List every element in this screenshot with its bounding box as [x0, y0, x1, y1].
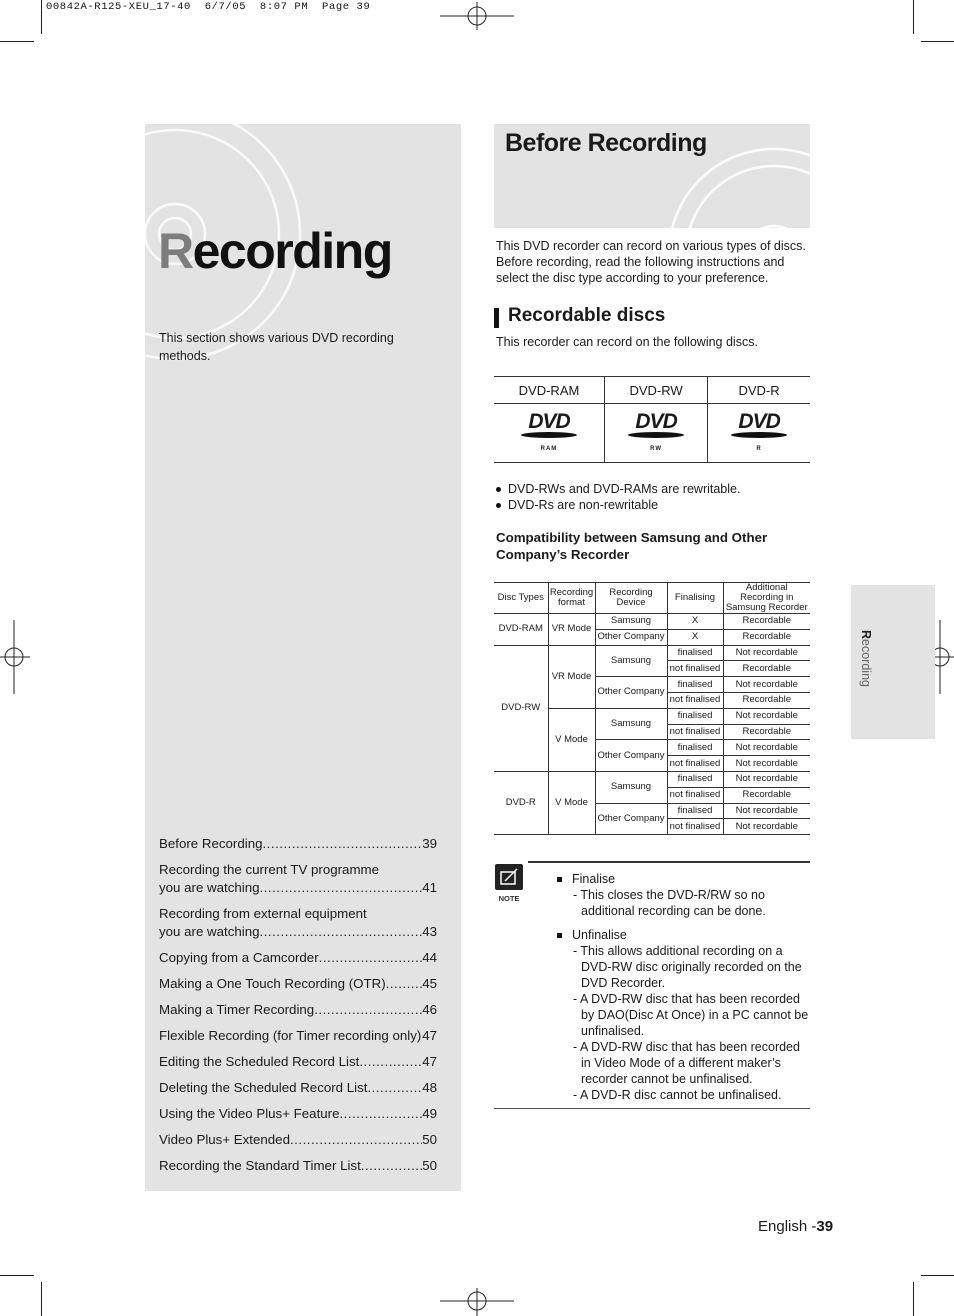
table-cell: finalised: [667, 771, 723, 787]
crop-mark: [913, 0, 914, 34]
toc-item-title: Copying from a Camcorder: [159, 950, 319, 965]
table-cell: Samsung: [595, 645, 667, 677]
table-cell: not finalised: [667, 724, 723, 740]
disc-bullets: [496, 481, 740, 513]
toc-item-title: Recording from external equipment: [159, 906, 367, 921]
table-cell: finalised: [667, 645, 723, 661]
table-cell: Recordable: [723, 724, 810, 740]
table-cell: DVD-R: [494, 771, 548, 834]
table-cell: finalised: [667, 677, 723, 693]
toc-item: [159, 949, 437, 967]
note-item-title: Unfinalise: [557, 927, 810, 943]
page-number: English -39: [758, 1218, 834, 1235]
table-cell: not finalised: [667, 692, 723, 708]
registration-mark-bottom: [440, 1288, 514, 1316]
table-cell: not finalised: [667, 756, 723, 772]
table-cell: finalised: [667, 708, 723, 724]
toc-item-title: Using the Video Plus+ Feature: [159, 1106, 340, 1121]
table-cell: not finalised: [667, 819, 723, 835]
table-cell: DVD-RAM: [494, 614, 548, 646]
side-tab-label: Recording: [859, 630, 873, 687]
table-cell: Not recordable: [723, 708, 810, 724]
toc-leader: [361, 1157, 422, 1175]
list-item: DVD-RWs and DVD-RAMs are rewritable.: [496, 481, 740, 497]
chapter-intro: This section shows various DVD recording methods.: [159, 331, 394, 363]
disc-logo-cell: [494, 404, 604, 463]
toc-item: [159, 861, 437, 897]
dvd-rw-logo-icon: DVD RW: [628, 412, 684, 454]
toc-page-number: 39: [422, 836, 437, 851]
toc-item: [159, 975, 437, 993]
toc-item-title: you are watching: [159, 924, 260, 939]
toc-item: [159, 1105, 437, 1123]
disc-logo-cell: [708, 404, 810, 463]
toc-leader: [290, 1131, 422, 1149]
table-cell: finalised: [667, 803, 723, 819]
crop-mark: [0, 1275, 34, 1276]
note-item-title: Finalise: [557, 871, 810, 887]
toc-item: [159, 835, 437, 853]
compat-table: [494, 582, 810, 835]
table-cell: Other Company: [595, 740, 667, 772]
crop-mark: [0, 41, 34, 42]
table-cell: Other Company: [595, 629, 667, 645]
crop-mark: [921, 1275, 954, 1276]
note-divider: [528, 861, 810, 863]
note-item-line: - This allows additional recording on a DVD-RW disc originally recorded on the DVD Recorder.: [573, 944, 802, 990]
toc-page-number: 47: [422, 1028, 437, 1043]
toc-page-number: 41: [422, 880, 437, 895]
table-cell: X: [667, 629, 723, 645]
toc-page-number: 49: [422, 1106, 437, 1121]
note-label: NOTE: [498, 894, 520, 903]
table-cell: Not recordable: [723, 756, 810, 772]
crop-mark: [41, 1282, 42, 1316]
table-cell: Not recordable: [723, 677, 810, 693]
subsection-bar: [494, 308, 499, 328]
table-cell: VR Mode: [548, 614, 595, 646]
table-cell: Recordable: [723, 614, 810, 630]
toc-item: [159, 1053, 437, 1071]
toc-page-number: 50: [422, 1158, 437, 1173]
toc-item-title: Editing the Scheduled Record List: [159, 1054, 360, 1069]
section-title: Before Recording: [505, 129, 707, 157]
table-cell: Not recordable: [723, 771, 810, 787]
table-cell: Recordable: [723, 787, 810, 803]
subsection-subtitle: This recorder can record on the following discs.: [496, 335, 758, 349]
disc-logo-cell: [604, 404, 707, 463]
table-cell: Recordable: [723, 692, 810, 708]
toc-item-title: Recording the current TV programme: [159, 862, 379, 877]
table-cell: Other Company: [595, 677, 667, 709]
dvd-ram-logo-icon: DVD RAM: [521, 412, 577, 454]
table-cell: Recordable: [723, 661, 810, 677]
crop-mark: [913, 1282, 914, 1316]
toc-item-title: Video Plus+ Extended: [159, 1132, 290, 1147]
note-item-line: - A DVD-RW disc that has been recorded by DAO(Disc At Once) in a PC cannot be unfinalised.: [573, 992, 809, 1038]
table-cell: V Mode: [548, 771, 595, 834]
table-cell: Not recordable: [723, 645, 810, 661]
table-header: Additional Recording in Samsung Recorder: [723, 583, 810, 614]
table-cell: X: [667, 614, 723, 630]
toc-item-title: Making a Timer Recording: [159, 1002, 315, 1017]
toc-item-title: Recording the Standard Timer List: [159, 1158, 361, 1173]
table-cell: DVD-RW: [494, 645, 548, 771]
crop-mark: [41, 0, 42, 34]
note-pencil-icon: [495, 864, 523, 890]
table-of-contents: [159, 835, 437, 1183]
note-item-line: - A DVD-R disc cannot be unfinalised.: [573, 1088, 782, 1102]
toc-leader: [367, 1079, 422, 1097]
table-cell: Other Company: [595, 803, 667, 835]
toc-page-number: 44: [422, 950, 437, 965]
toc-item-title: you are watching: [159, 880, 260, 895]
toc-page-number: 47: [422, 1054, 437, 1069]
note-item-line: - This closes the DVD-R/RW so no additional recording can be done.: [573, 888, 766, 918]
print-slug: 00842A-R125-XEU_17-40 6/7/05 8:07 PM Page 39: [46, 1, 371, 13]
disc-header-rw: DVD-RW: [604, 377, 707, 404]
toc-item: [159, 1131, 437, 1149]
crop-mark: [921, 41, 954, 42]
toc-page-number: 46: [422, 1002, 437, 1017]
toc-item: [159, 1157, 437, 1175]
toc-leader: [260, 879, 423, 897]
toc-item: [159, 1027, 437, 1045]
table-cell: V Mode: [548, 708, 595, 771]
toc-item-title: Deleting the Scheduled Record List: [159, 1080, 368, 1095]
toc-item: [159, 905, 437, 941]
toc-item: [159, 1079, 437, 1097]
toc-page-number: 48: [422, 1080, 437, 1095]
table-cell: Samsung: [595, 771, 667, 803]
toc-page-number: 50: [422, 1132, 437, 1147]
table-cell: Recordable: [723, 629, 810, 645]
toc-leader: [314, 1001, 422, 1019]
toc-page-number: 45: [422, 976, 437, 991]
section-intro: This DVD recorder can record on various types of discs. Before recording, read the following instructions and select the disc type according to your preference.: [496, 239, 806, 285]
toc-leader: [260, 923, 423, 941]
compat-title: Compatibility between Samsung and Other Company’s Recorder: [496, 530, 768, 562]
table-cell: Not recordable: [723, 803, 810, 819]
toc-leader: [319, 949, 423, 967]
note-item-line: - A DVD-RW disc that has been recorded in Video Mode of a different maker’s recorder cannot be unfinalised.: [573, 1040, 800, 1086]
table-cell: VR Mode: [548, 645, 595, 708]
dvd-r-logo-icon: DVD R: [731, 412, 787, 454]
registration-mark-left: [0, 620, 30, 694]
table-cell: finalised: [667, 740, 723, 756]
disc-header-ram: DVD-RAM: [494, 377, 604, 404]
toc-item-title: Making a One Touch Recording (OTR): [159, 976, 386, 991]
table-header: Recording Device: [595, 583, 667, 614]
note-divider: [494, 1108, 810, 1109]
disc-header-r: DVD-R: [708, 377, 810, 404]
toc-item-title: Before Recording: [159, 836, 263, 851]
list-item: DVD-Rs are non-rewritable: [496, 497, 740, 513]
toc-leader: [339, 1105, 422, 1123]
toc-leader: [262, 835, 422, 853]
toc-leader: [386, 975, 423, 993]
chapter-title: Recording: [158, 223, 392, 279]
toc-page-number: 43: [422, 924, 437, 939]
registration-mark-top: [440, 2, 514, 30]
table-cell: not finalised: [667, 661, 723, 677]
toc-leader: [359, 1053, 422, 1071]
table-header: Recording format: [548, 583, 595, 614]
disc-types-table: [494, 376, 810, 463]
note-body: [557, 871, 810, 1103]
table-cell: Samsung: [595, 614, 667, 630]
table-cell: not finalised: [667, 787, 723, 803]
table-cell: Samsung: [595, 708, 667, 740]
subsection-title: Recordable discs: [508, 305, 666, 326]
table-header: Finalising: [667, 583, 723, 614]
table-cell: Not recordable: [723, 819, 810, 835]
toc-item: [159, 1001, 437, 1019]
toc-item-title: Flexible Recording (for Timer recording only): [159, 1028, 422, 1043]
table-cell: Not recordable: [723, 740, 810, 756]
table-header: Disc Types: [494, 583, 548, 614]
